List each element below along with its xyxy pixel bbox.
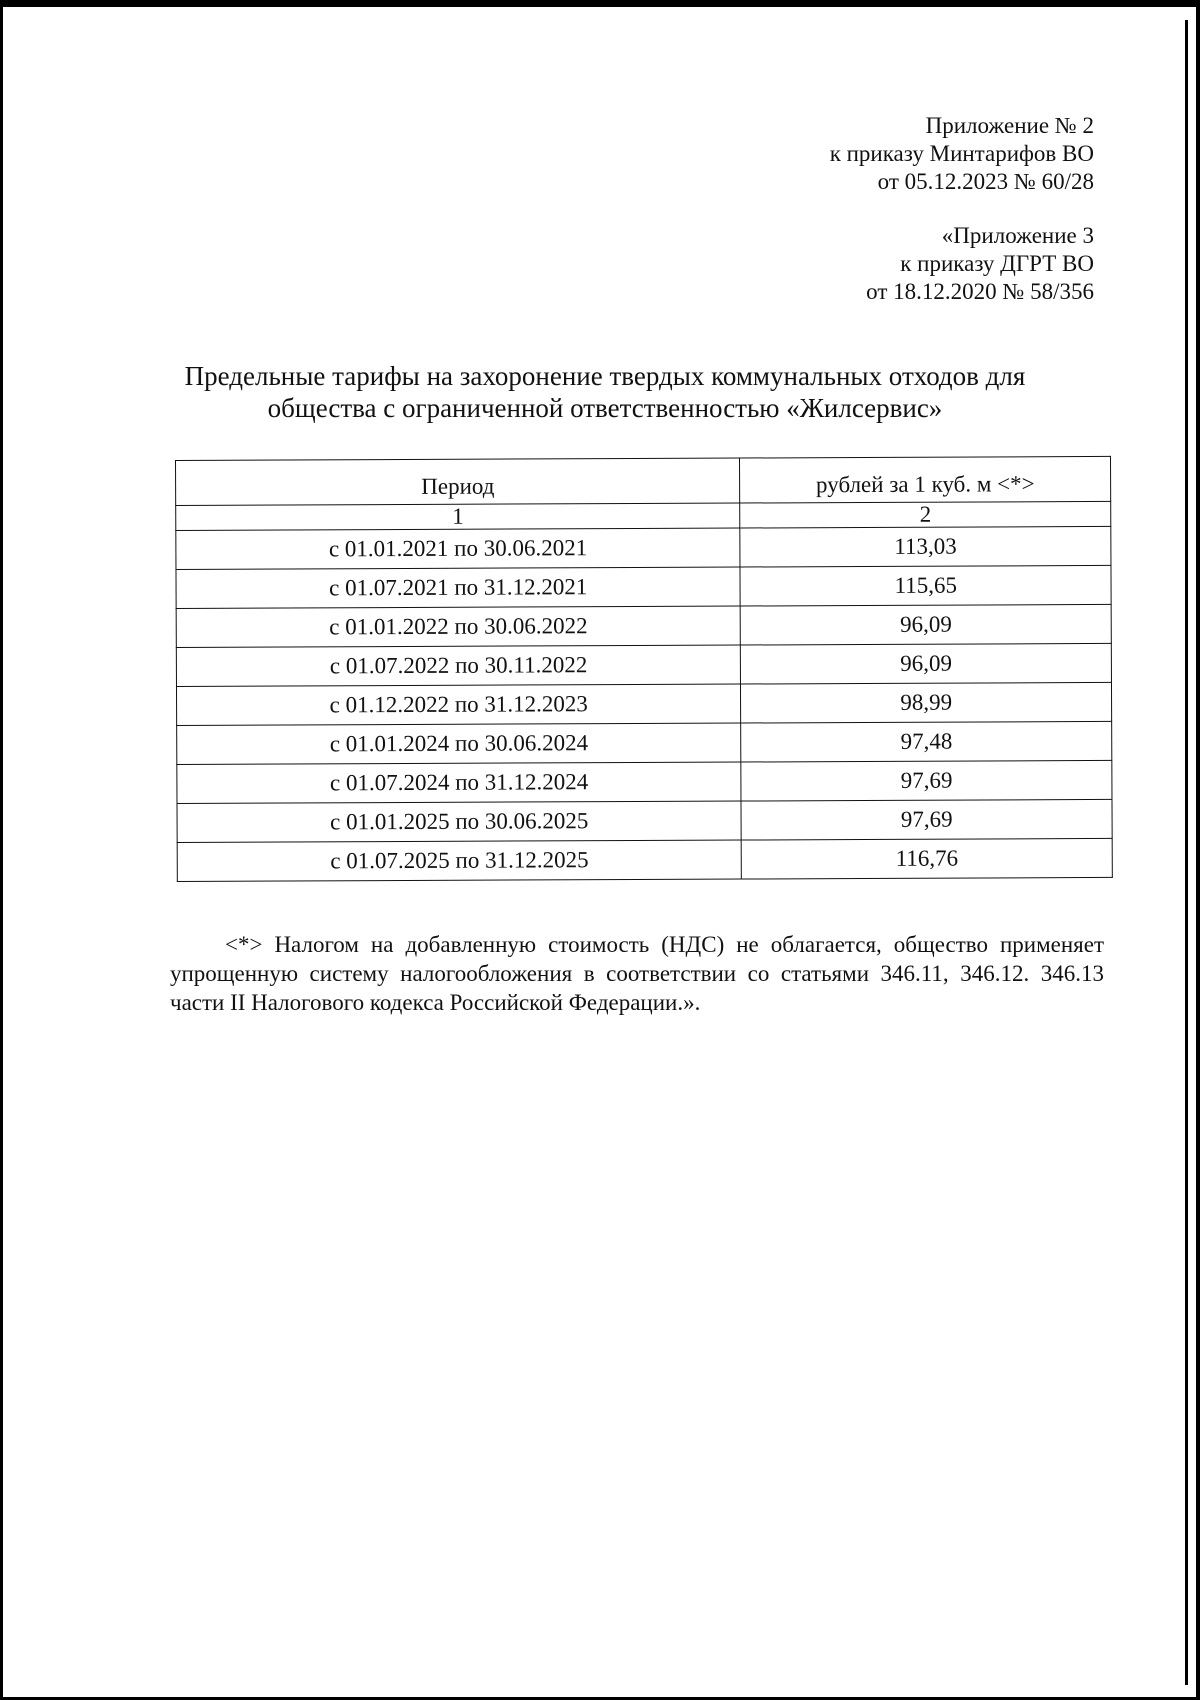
period-cell: с 01.07.2021 по 31.12.2021 bbox=[176, 567, 741, 608]
period-cell: с 01.07.2022 по 30.11.2022 bbox=[176, 645, 741, 686]
document-title-line2: общества с ограниченной ответственностью «Жилсервис» bbox=[267, 393, 943, 423]
tariff-value-cell: 116,76 bbox=[742, 838, 1113, 879]
period-cell: с 01.01.2024 по 30.06.2024 bbox=[177, 723, 742, 764]
tariff-value-cell: 96,09 bbox=[741, 643, 1112, 684]
table-row bbox=[177, 799, 1112, 842]
table-header-row bbox=[176, 456, 1111, 505]
header-period: Период bbox=[176, 458, 741, 505]
annex-previous-line3: от 18.12.2020 № 58/356 bbox=[866, 279, 1094, 304]
tariff-value-cell: 98,99 bbox=[741, 682, 1112, 723]
tariff-table bbox=[175, 456, 1113, 882]
table-row bbox=[176, 643, 1111, 686]
table-row bbox=[176, 604, 1111, 647]
period-cell: с 01.07.2024 по 31.12.2024 bbox=[177, 762, 742, 803]
annex-previous-line2: к приказу ДГРТ ВО bbox=[900, 251, 1094, 276]
document-title-line1: Предельные тарифы на захоронение твердых коммунальных отходов для bbox=[184, 361, 1026, 391]
period-cell: с 01.01.2022 по 30.06.2022 bbox=[176, 606, 741, 647]
period-cell: с 01.01.2021 по 30.06.2021 bbox=[176, 528, 741, 569]
vat-footnote: <*> Налогом на добавленную стоимость (НДС) не облагается, общество применяет упрощенную систему налогообложения в соответствии со статьями 346.11, 346.12. 346.13 части II Налогового кодекса Российской Федерации.». bbox=[170, 932, 1104, 1015]
period-cell: с 01.07.2025 по 31.12.2025 bbox=[177, 840, 742, 881]
annex-current-line2: к приказу Минтарифов ВО bbox=[829, 141, 1094, 166]
scan-border-right bbox=[1196, 0, 1200, 1700]
scan-border-left bbox=[0, 0, 3, 1700]
annex-current-line1: Приложение № 2 bbox=[925, 113, 1094, 138]
column-number-2: 2 bbox=[740, 501, 1111, 528]
period-cell: с 01.12.2022 по 31.12.2023 bbox=[176, 684, 741, 725]
table-row bbox=[176, 526, 1111, 569]
header-rate: рублей за 1 куб. м <*> bbox=[740, 456, 1111, 503]
tariff-value-cell: 113,03 bbox=[740, 526, 1111, 567]
period-cell: с 01.01.2025 по 30.06.2025 bbox=[177, 801, 742, 842]
tariff-value-cell: 97,69 bbox=[741, 799, 1112, 840]
page-edge-right bbox=[1185, 20, 1188, 1685]
table-row bbox=[177, 838, 1112, 881]
annex-previous-header bbox=[866, 222, 1094, 306]
scan-border-top bbox=[0, 0, 1200, 7]
tariff-value-cell: 97,48 bbox=[741, 721, 1112, 762]
annex-current-header bbox=[830, 112, 1094, 196]
annex-current-line3: от 05.12.2023 № 60/28 bbox=[877, 169, 1094, 194]
tariff-value-cell: 96,09 bbox=[741, 604, 1112, 645]
column-number-1: 1 bbox=[176, 503, 740, 530]
document-title bbox=[150, 360, 1060, 424]
table-row bbox=[176, 682, 1111, 725]
table-row bbox=[177, 721, 1112, 764]
tariff-value-cell: 115,65 bbox=[740, 565, 1111, 606]
table-row bbox=[176, 565, 1111, 608]
annex-previous-line1: «Приложение 3 bbox=[941, 223, 1094, 248]
tariff-value-cell: 97,69 bbox=[741, 760, 1112, 801]
table-row bbox=[177, 760, 1112, 803]
